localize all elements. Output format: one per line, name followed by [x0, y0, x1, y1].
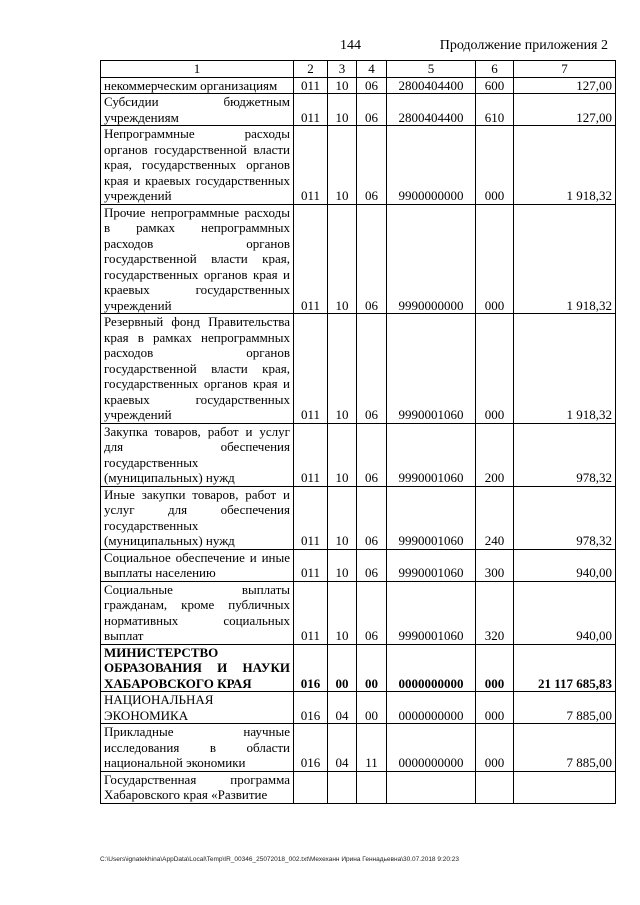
cell-subsection: 06 [357, 126, 387, 205]
cell-expense-type: 240 [476, 486, 514, 549]
cell-ministry-code: 016 [294, 724, 328, 772]
table-row [101, 94, 616, 126]
cell-section: 10 [328, 549, 357, 581]
cell-subsection [357, 771, 387, 803]
cell-target-article: 9900000000 [387, 126, 476, 205]
cell-section: 04 [328, 724, 357, 772]
cell-ministry-code [294, 771, 328, 803]
cell-amount: 127,00 [514, 94, 616, 126]
cell-expense-type: 000 [476, 724, 514, 772]
cell-ministry-code: 011 [294, 94, 328, 126]
cell-section: 10 [328, 94, 357, 126]
cell-expense-type: 000 [476, 644, 514, 692]
page-number: 144 [340, 38, 361, 53]
cell-subsection: 06 [357, 314, 387, 424]
column-header: 2 [294, 61, 328, 78]
row-name: Прочие непрограммные расходы в рамках непрограммных расходов органов государственной власти края, государственных органов края и краевых государственных учреждений [101, 204, 294, 314]
table-row [101, 549, 616, 581]
table-row [101, 204, 616, 314]
cell-amount: 1 918,32 [514, 126, 616, 205]
cell-section: 10 [328, 314, 357, 424]
row-name: Резервный фонд Правительства края в рамках непрограммных расходов органов государственной власти края, государственных органов края и краевых государственных учреждений [101, 314, 294, 424]
cell-section: 04 [328, 692, 357, 724]
cell-subsection: 00 [357, 692, 387, 724]
table-row [101, 126, 616, 205]
cell-amount: 940,00 [514, 581, 616, 644]
cell-subsection: 06 [357, 486, 387, 549]
row-name: некоммерческим организациям [101, 77, 294, 94]
cell-expense-type: 000 [476, 314, 514, 424]
budget-table [100, 60, 616, 804]
row-name: Закупка товаров, работ и услуг для обеспечения государственных (муниципальных) нужд [101, 423, 294, 486]
cell-amount: 940,00 [514, 549, 616, 581]
cell-subsection: 11 [357, 724, 387, 772]
cell-ministry-code: 011 [294, 77, 328, 94]
column-header: 5 [387, 61, 476, 78]
cell-target-article: 0000000000 [387, 644, 476, 692]
cell-target-article: 9990001060 [387, 549, 476, 581]
cell-target-article: 9990001060 [387, 581, 476, 644]
cell-expense-type: 610 [476, 94, 514, 126]
continuation-label: Продолжение приложения 2 [439, 38, 608, 53]
cell-subsection: 00 [357, 644, 387, 692]
cell-expense-type [476, 771, 514, 803]
cell-target-article: 0000000000 [387, 724, 476, 772]
cell-target-article: 9990001060 [387, 314, 476, 424]
row-name: Прикладные научные исследования в области национальной экономики [101, 724, 294, 772]
row-name: Субсидии бюджетным учреждениям [101, 94, 294, 126]
cell-amount: 1 918,32 [514, 204, 616, 314]
cell-ministry-code: 011 [294, 581, 328, 644]
cell-ministry-code: 011 [294, 486, 328, 549]
cell-subsection: 06 [357, 423, 387, 486]
cell-expense-type: 000 [476, 126, 514, 205]
cell-target-article: 0000000000 [387, 692, 476, 724]
cell-section: 10 [328, 126, 357, 205]
column-header: 4 [357, 61, 387, 78]
cell-section: 10 [328, 423, 357, 486]
cell-amount: 127,00 [514, 77, 616, 94]
column-header: 6 [476, 61, 514, 78]
cell-amount: 1 918,32 [514, 314, 616, 424]
table-row [101, 644, 616, 692]
cell-ministry-code: 011 [294, 126, 328, 205]
cell-ministry-code: 016 [294, 692, 328, 724]
file-path-footer: C:\Users\ignatekhina\AppData\Local\Temp\IR_00346_25072018_002.txt\Мехеханн Ирина Геннадьевна\30.07.2018 9:20:23 [100, 856, 460, 863]
cell-subsection: 06 [357, 581, 387, 644]
row-name: МИНИСТЕРСТВО ОБРАЗОВАНИЯ И НАУКИ ХАБАРОВСКОГО КРАЯ [101, 644, 294, 692]
cell-subsection: 06 [357, 549, 387, 581]
cell-expense-type: 000 [476, 692, 514, 724]
cell-section [328, 771, 357, 803]
cell-amount: 7 885,00 [514, 692, 616, 724]
cell-amount: 21 117 685,83 [514, 644, 616, 692]
cell-target-article: 9990001060 [387, 423, 476, 486]
cell-ministry-code: 016 [294, 644, 328, 692]
cell-target-article [387, 771, 476, 803]
row-name: НАЦИОНАЛЬНАЯ ЭКОНОМИКА [101, 692, 294, 724]
cell-section: 10 [328, 486, 357, 549]
cell-ministry-code: 011 [294, 314, 328, 424]
cell-amount: 978,32 [514, 486, 616, 549]
row-name: Государственная программа Хабаровского края «Развитие [101, 771, 294, 803]
table-row [101, 77, 616, 94]
cell-target-article: 2800404400 [387, 77, 476, 94]
cell-expense-type: 300 [476, 549, 514, 581]
table-header-row [101, 61, 616, 78]
row-name: Иные закупки товаров, работ и услуг для обеспечения государственных (муниципальных) нужд [101, 486, 294, 549]
cell-subsection: 06 [357, 94, 387, 126]
cell-subsection: 06 [357, 204, 387, 314]
cell-section: 10 [328, 581, 357, 644]
cell-section: 00 [328, 644, 357, 692]
cell-ministry-code: 011 [294, 204, 328, 314]
cell-subsection: 06 [357, 77, 387, 94]
cell-target-article: 9990001060 [387, 486, 476, 549]
cell-ministry-code: 011 [294, 423, 328, 486]
row-name: Непрограммные расходы органов государственной власти края, государственных органов края и краевых государственных учреждений [101, 126, 294, 205]
table-row [101, 692, 616, 724]
cell-expense-type: 320 [476, 581, 514, 644]
cell-amount: 978,32 [514, 423, 616, 486]
cell-target-article: 9990000000 [387, 204, 476, 314]
row-name: Социальные выплаты гражданам, кроме публичных нормативных социальных выплат [101, 581, 294, 644]
cell-section: 10 [328, 204, 357, 314]
table-row [101, 771, 616, 803]
column-header: 7 [514, 61, 616, 78]
table-row [101, 423, 616, 486]
cell-expense-type: 600 [476, 77, 514, 94]
column-header: 3 [328, 61, 357, 78]
table-row [101, 581, 616, 644]
cell-amount [514, 771, 616, 803]
table-row [101, 314, 616, 424]
cell-expense-type: 000 [476, 204, 514, 314]
cell-section: 10 [328, 77, 357, 94]
row-name: Социальное обеспечение и иные выплаты населению [101, 549, 294, 581]
cell-expense-type: 200 [476, 423, 514, 486]
cell-amount: 7 885,00 [514, 724, 616, 772]
column-header: 1 [101, 61, 294, 78]
table-row [101, 724, 616, 772]
cell-ministry-code: 011 [294, 549, 328, 581]
cell-target-article: 2800404400 [387, 94, 476, 126]
table-row [101, 486, 616, 549]
